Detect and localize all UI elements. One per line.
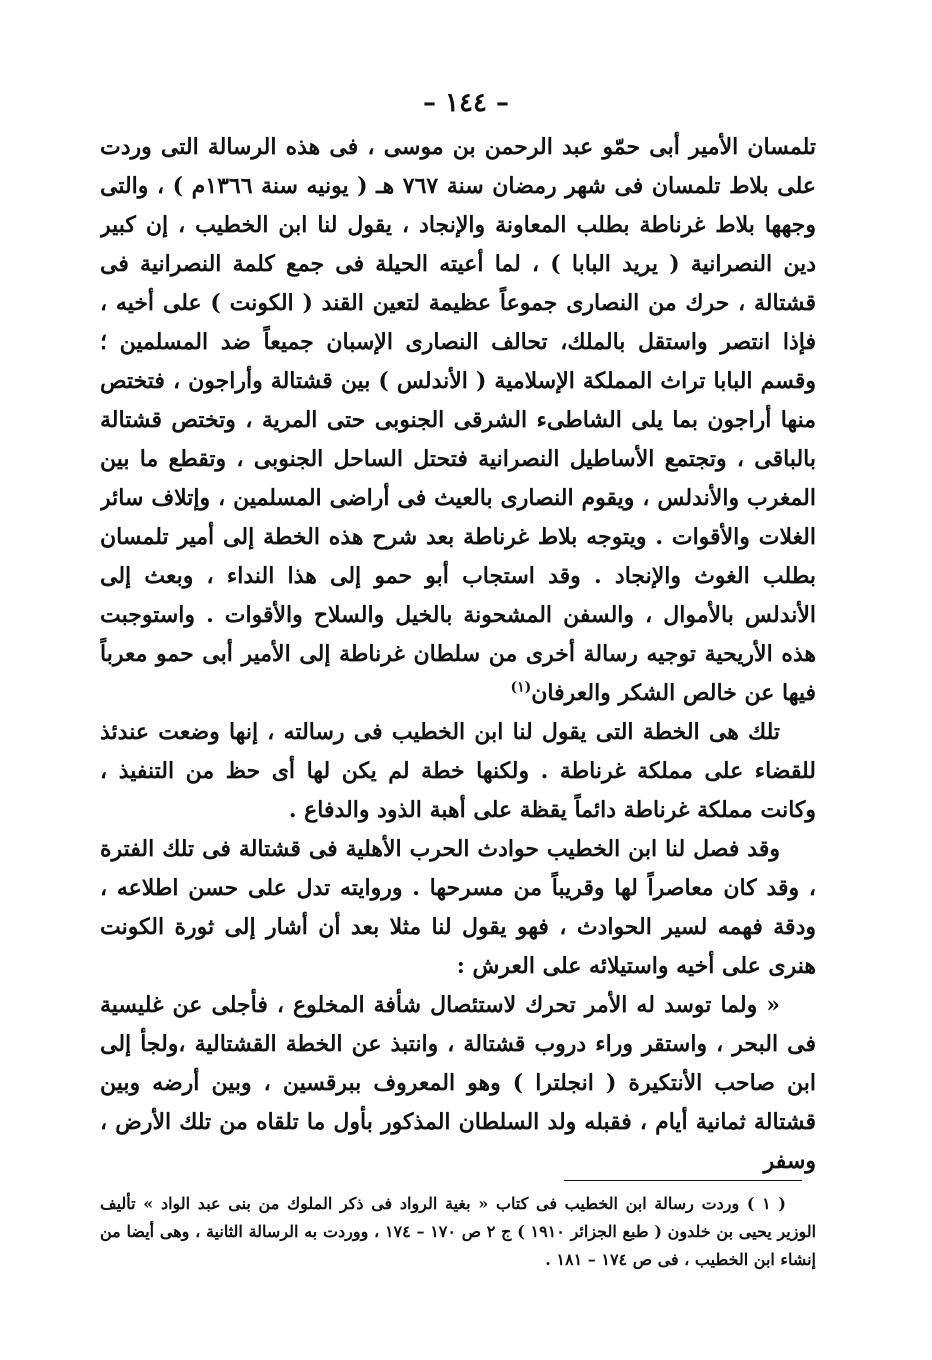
paragraph-3: وقد فصل لنا ابن الخطيب حوادث الحرب الأهلية فى قشتالة فى تلك الفترة ، وقد كان معاصراً لها وقريباً من مسرحها . وروايته تدل على حسن اطلاعه ، ودقة فهمه لسير الحوادث ، فهو يقول لنا مثلا بعد أن أشار إلى ثورة الكونت هنرى على أخيه واستيلائه على العرش : <box>100 836 816 979</box>
paragraph-2: تلك هى الخطة التى يقول لنا ابن الخطيب فى رسالته ، إنها وضعت عندئذ للقضاء على مملكة غرناطة . ولكنها خطة لم يكن لها أى حظ من التنفيذ ، وكانت مملكة غرناطة دائماً يقظة على أهبة الذود والدفاع . <box>100 719 816 823</box>
page-number: – ١٤٤ – <box>422 88 510 118</box>
footnote-1: ( ١ ) وردت رسالة ابن الخطيب فى كتاب « بغية الرواد فى ذكر الملوك من بنى عبد الواد » تأليف الوزير يحيى بن خلدون ( طبع الجزائر ١٩١٠ ) ج ٢ ص ١٧٠ – ١٧٤ ، ووردت به الرسالة الثانية ، وهى أيضا من إنشاء ابن الخطيب ، فى ص ١٧٤ – ١٨١ . <box>100 1194 817 1269</box>
footnote-reference: (١) <box>510 679 532 696</box>
body-text <box>100 128 816 1181</box>
paragraph-1-text: تلمسان الأمير أبى حمّو عبد الرحمن بن موسى ، فى هذه الرسالة التى وردت على بلاط تلمسان فى شهر رمضان سنة ٧٦٧ هـ ( يونيه سنة ١٣٦٦م ) ، والتى وجهها بلاط غرناطة بطلب المعاونة والإنجاد ، يقول لنا ابن الخطيب ، إن كبير دين النصرانية ( يريد البابا ) ، لما أعيته الحيلة فى جمع كلمة النصرانية فى قشتالة ، حرك من النصارى جموعاً عظيمة لتعين القند ( الكونت ) على أخيه ، فإذا انتصر واستقل بالملك، تحالف النصارى الإسبان جميعاً ضد المسلمين ؛ وقسم البابا تراث المملكة الإسلامية ( الأندلس ) بين قشتالة وأراجون ، فتختص منها أراجون بما يلى الشاطىء الشرقى الجنوبى حتى المرية ، وتختص قشتالة بالباقى ، وتجتمع الأساطيل النصرانية فتحتل الساحل الجنوبى ، وتقطع ما بين المغرب والأندلس ، ويقوم النصارى بالعيث فى أراضى المسلمين ، وإتلاف سائر الغلات والأقوات . ويتوجه بلاط غرناطة بعد شرح هذه الخطة إلى أمير تلمسان بطلب الغوث والإنجاد . وقد استجاب أبو حمو إلى هذا النداء ، وبعث إلى الأندلس بالأموال ، والسفن المشحونة بالخيل والسلاح والأقوات . واستوجبت هذه الأريحية توجيه رسالة أخرى من سلطان غرناطة إلى الأمير أبى حمو معرباً فيها عن خالص الشكر والعرفان <box>100 134 816 706</box>
footnote-divider <box>564 1180 802 1181</box>
paragraph-4-quote: « ولما توسد له الأمر تحرك لاستئصال شأفة المخلوع ، فأجلى عن غليسية فى البحر ، واستقر وراء دروب قشتالة ، وانتبذ عن الخطة القشتالية ،ولجأ إلى ابن صاحب الأنتكيرة ( انجلترا ) وهو المعروف ببرقسين ، وبين أرضه وبين قشتالة ثمانية أيام ، فقبله ولد السلطان المذكور بأول ما تلقاه من تلك الأرض ، وسفر <box>100 992 816 1174</box>
footnotes <box>100 1190 816 1274</box>
paragraph-1 <box>100 128 816 713</box>
